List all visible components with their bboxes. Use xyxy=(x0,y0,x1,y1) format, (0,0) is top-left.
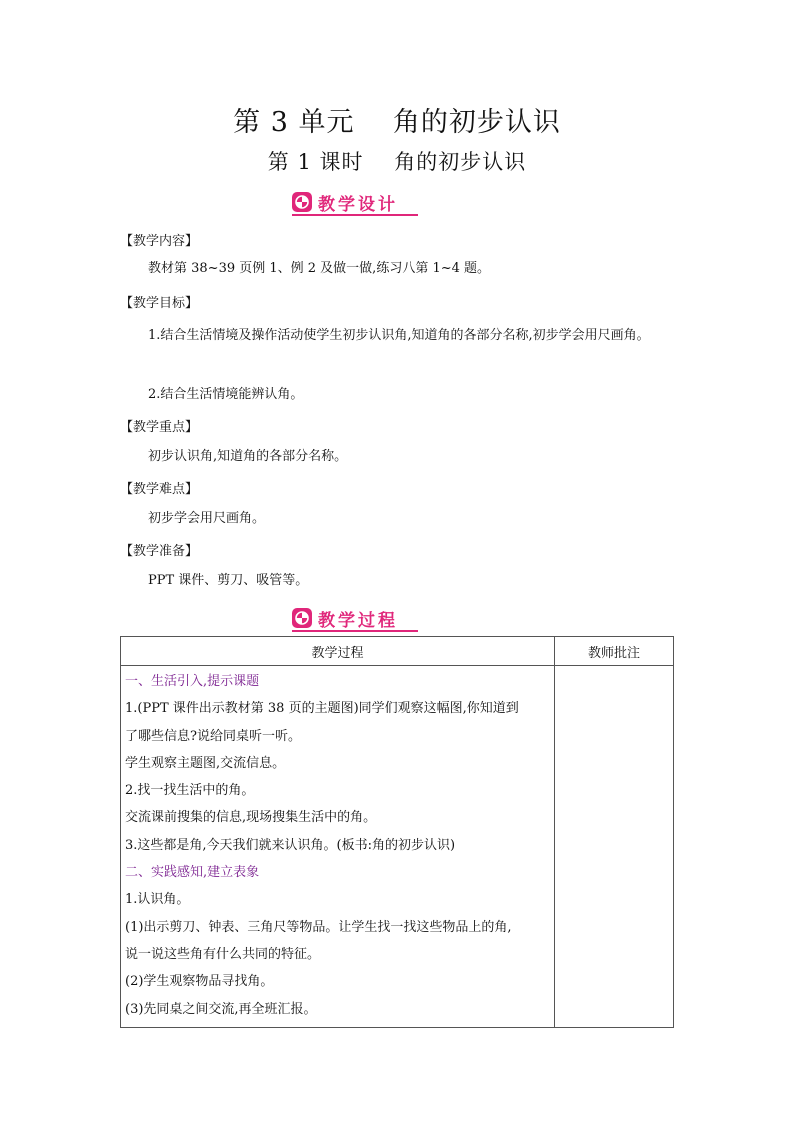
pinwheel-logo-icon xyxy=(292,192,312,212)
goal-1-text: 1.结合生活情境及操作活动使学生初步认识角,知道角的各部分名称,初步学会用尺画角。 xyxy=(148,328,650,343)
process-line: (1)出示剪刀、钟表、三角尺等物品。让学生找一找这些物品上的角, xyxy=(125,919,512,935)
table-row xyxy=(121,666,674,1028)
banner-teaching-process xyxy=(292,605,412,631)
process-line: 3.这些都是角,今天我们就来认识角。(板书:角的初步认识) xyxy=(125,837,456,853)
process-table xyxy=(120,636,674,1028)
teacher-notes-cell xyxy=(555,666,674,1028)
section-heading-intro: 一、生活引入,提示课题 xyxy=(125,674,260,689)
content-text: 教材第 38~39 页例 1、例 2 及做一做,练习八第 1~4 题。 xyxy=(148,261,491,276)
header-process: 教学过程 xyxy=(121,637,555,666)
process-line: 了哪些信息?说给同桌听一听。 xyxy=(125,728,301,744)
process-line: (2)学生观察物品寻找角。 xyxy=(125,974,274,990)
process-line: 1.认识角。 xyxy=(125,892,190,908)
section-heading-practice: 二、实践感知,建立表象 xyxy=(125,865,260,881)
banner-underline xyxy=(292,630,418,632)
heading-key-points: 【教学重点】 xyxy=(120,420,199,435)
unit-title: 第 3 单元 角的初步认识 xyxy=(233,107,561,138)
process-line: 2.找一找生活中的角。 xyxy=(125,783,255,799)
pinwheel-logo-icon xyxy=(292,608,312,628)
process-line: (3)先同桌之间交流,再全班汇报。 xyxy=(125,1001,317,1017)
preparation-text: PPT 课件、剪刀、吸管等。 xyxy=(148,573,309,588)
header-teacher-notes: 教师批注 xyxy=(555,637,674,666)
banner-teaching-design xyxy=(292,189,412,215)
goal-2-text: 2.结合生活情境能辨认角。 xyxy=(148,387,304,402)
key-points-text: 初步认识角,知道角的各部分名称。 xyxy=(148,449,348,464)
banner-label: 教学设计 xyxy=(318,194,398,215)
table-header-row xyxy=(121,637,674,666)
process-line: 学生观察主题图,交流信息。 xyxy=(125,755,286,771)
process-line: 说一说这些角有什么共同的特征。 xyxy=(125,946,321,962)
process-line: 1.(PPT 课件出示教材第 38 页的主题图)同学们观察这幅图,你知道到 xyxy=(125,701,519,717)
heading-preparation: 【教学准备】 xyxy=(120,544,199,559)
banner-label: 教学过程 xyxy=(318,610,398,631)
heading-goals: 【教学目标】 xyxy=(120,296,199,311)
process-line: 交流课前搜集的信息,现场搜集生活中的角。 xyxy=(125,810,377,826)
difficulties-text: 初步学会用尺画角。 xyxy=(148,511,266,526)
heading-content: 【教学内容】 xyxy=(120,234,199,249)
heading-difficulties: 【教学难点】 xyxy=(120,482,199,497)
lesson-title: 第 1 课时 角的初步认识 xyxy=(267,150,527,174)
process-cell xyxy=(121,666,555,1028)
banner-underline xyxy=(292,214,418,216)
